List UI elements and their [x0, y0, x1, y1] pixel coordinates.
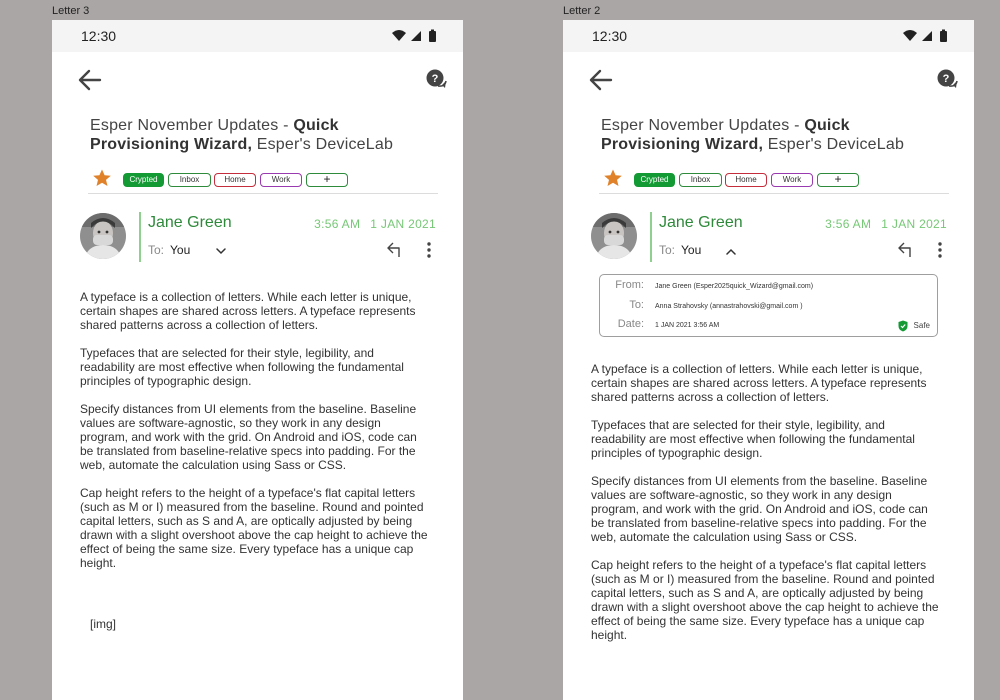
sender-accent-bar [139, 212, 141, 262]
letter-2-screen [563, 20, 974, 700]
divider [599, 193, 949, 194]
recipient-line [659, 243, 701, 257]
body-paragraph: A typeface is a collection of letters. While each letter is unique, certain shapes are shared across letters. A typeface represents shared patterns across a collection of letters. [80, 290, 416, 332]
details-date-label: Date: [617, 318, 644, 330]
star-icon[interactable] [92, 168, 112, 188]
image-placeholder: [img] [90, 617, 117, 631]
details-from-row [600, 279, 937, 296]
shield-check-icon [898, 320, 908, 332]
frame-label-letter-2: Letter 2 [563, 5, 601, 17]
chevron-down-icon[interactable] [214, 244, 228, 258]
body-paragraph: Typefaces that are selected for their style, legibility, and readability are most effective when following the fundamental principles of typographic design. [80, 346, 404, 388]
to-label: To: [659, 243, 676, 257]
sender-name[interactable]: Jane Green [659, 214, 743, 231]
back-arrow-icon[interactable] [587, 66, 615, 94]
details-to-value: Anna Strahovsky (annastrahovski@gmail.com ) [655, 303, 803, 310]
battery-icon [429, 31, 436, 42]
svg-text:?: ? [942, 73, 950, 85]
to-value: You [170, 243, 191, 257]
divider [88, 193, 438, 194]
subject-text-bold: Quick Provisioning Wizard, [601, 117, 850, 153]
add-tag-button[interactable]: + [306, 173, 348, 187]
body-paragraph: A typeface is a collection of letters. While each letter is unique, certain shapes are shared across letters. A typeface represents shared patterns across a collection of letters. [591, 362, 927, 404]
tag-crypted[interactable]: Crypted [123, 173, 164, 187]
body-paragraph: Typefaces that are selected for their style, legibility, and readability are most effective when following the fundamental principles of typographic design. [591, 418, 915, 460]
more-vert-icon[interactable] [424, 241, 434, 259]
safe-badge [898, 320, 930, 332]
body-paragraph: Specify distances from UI elements from the baseline. Baseline values are software-agnostic, so they work in any design program, and work with the grid. On Android and iOS, code can be translated from baseline-relative specs into padding. For the web, automate the calculation using Sass or CSS. [591, 474, 928, 544]
help-chat-icon[interactable] [936, 68, 960, 92]
status-bar [563, 20, 974, 52]
details-from-value: Jane Green (Esper2025quick_Wizard@gmail.com) [655, 283, 814, 290]
more-vert-icon[interactable] [935, 241, 945, 259]
tag-home[interactable]: Home [725, 173, 767, 187]
subject-text-2: Esper's DeviceLab [763, 136, 905, 153]
subject-text-bold: Quick Provisioning Wizard, [90, 117, 339, 153]
subject-text-1: Esper November Updates - [90, 117, 294, 134]
body-paragraph: Cap height refers to the height of a typeface's flat capital letters (such as M or I) measured from the baseline. Round and pointed capital letters, such as S and A, are optically adjusted by being drawn with a slight overshoot above the cap height to achieve the effect of being the same size. Every typeface has a unique cap height. [591, 558, 939, 642]
svg-text:?: ? [431, 73, 439, 85]
details-to-row [600, 299, 937, 316]
tag-work[interactable]: Work [771, 173, 813, 187]
email-datetime [314, 217, 436, 231]
wifi-icon [903, 30, 917, 41]
reply-icon[interactable] [897, 240, 915, 258]
to-label: To: [148, 243, 165, 257]
email-subject [90, 116, 420, 154]
email-date: 1 JAN 2021 [370, 217, 436, 231]
tag-inbox[interactable]: Inbox [168, 173, 211, 187]
status-bar [52, 20, 463, 52]
details-from-label: From: [615, 279, 644, 291]
details-to-label: To: [629, 299, 644, 311]
body-paragraph: Cap height refers to the height of a typeface's flat capital letters (such as M or I) measured from the baseline. Round and pointed capital letters, such as S and A, are optically adjusted by being drawn with a slight overshoot above the cap height to achieve the effect of being the same size. Every typeface has a unique cap height. [80, 486, 428, 570]
tag-work[interactable]: Work [260, 173, 302, 187]
email-subject [601, 116, 931, 154]
avatar[interactable] [591, 213, 637, 259]
email-datetime [825, 217, 947, 231]
subject-text-2: Esper's DeviceLab [252, 136, 394, 153]
letter-3-screen [52, 20, 463, 700]
recipient-line [148, 243, 190, 257]
help-chat-icon[interactable] [425, 68, 449, 92]
tag-crypted[interactable]: Crypted [634, 173, 675, 187]
reply-icon[interactable] [386, 240, 404, 258]
body-paragraph: Specify distances from UI elements from the baseline. Baseline values are software-agnostic, so they work in any design program, and work with the grid. On Android and iOS, code can be translated from baseline-relative specs into padding. For the web, automate the calculation using Sass or CSS. [80, 402, 417, 472]
sender-accent-bar [650, 212, 652, 262]
signal-icon [922, 31, 932, 41]
subject-text-1: Esper November Updates - [601, 117, 805, 134]
sender-name[interactable]: Jane Green [148, 214, 232, 231]
frame-label-letter-3: Letter 3 [52, 5, 90, 17]
safe-label: Safe [913, 321, 930, 331]
status-time: 12:30 [592, 28, 628, 44]
details-date-row [600, 318, 937, 335]
status-icons [900, 28, 960, 44]
email-body [591, 362, 941, 656]
signal-icon [411, 31, 421, 41]
avatar[interactable] [80, 213, 126, 259]
wifi-icon [392, 30, 406, 41]
email-time: 3:56 AM [314, 217, 361, 231]
email-body [80, 290, 430, 584]
back-arrow-icon[interactable] [76, 66, 104, 94]
status-time: 12:30 [81, 28, 117, 44]
email-details-panel [599, 274, 938, 337]
email-date: 1 JAN 2021 [881, 217, 947, 231]
tag-home[interactable]: Home [214, 173, 256, 187]
tag-inbox[interactable]: Inbox [679, 173, 722, 187]
details-date-value: 1 JAN 2021 3:56 AM [655, 322, 720, 329]
battery-icon [940, 31, 947, 42]
to-value: You [681, 243, 702, 257]
star-icon[interactable] [603, 168, 623, 188]
email-time: 3:56 AM [825, 217, 872, 231]
status-icons [389, 28, 449, 44]
chevron-up-icon[interactable] [724, 244, 738, 258]
add-tag-button[interactable]: + [817, 173, 859, 187]
